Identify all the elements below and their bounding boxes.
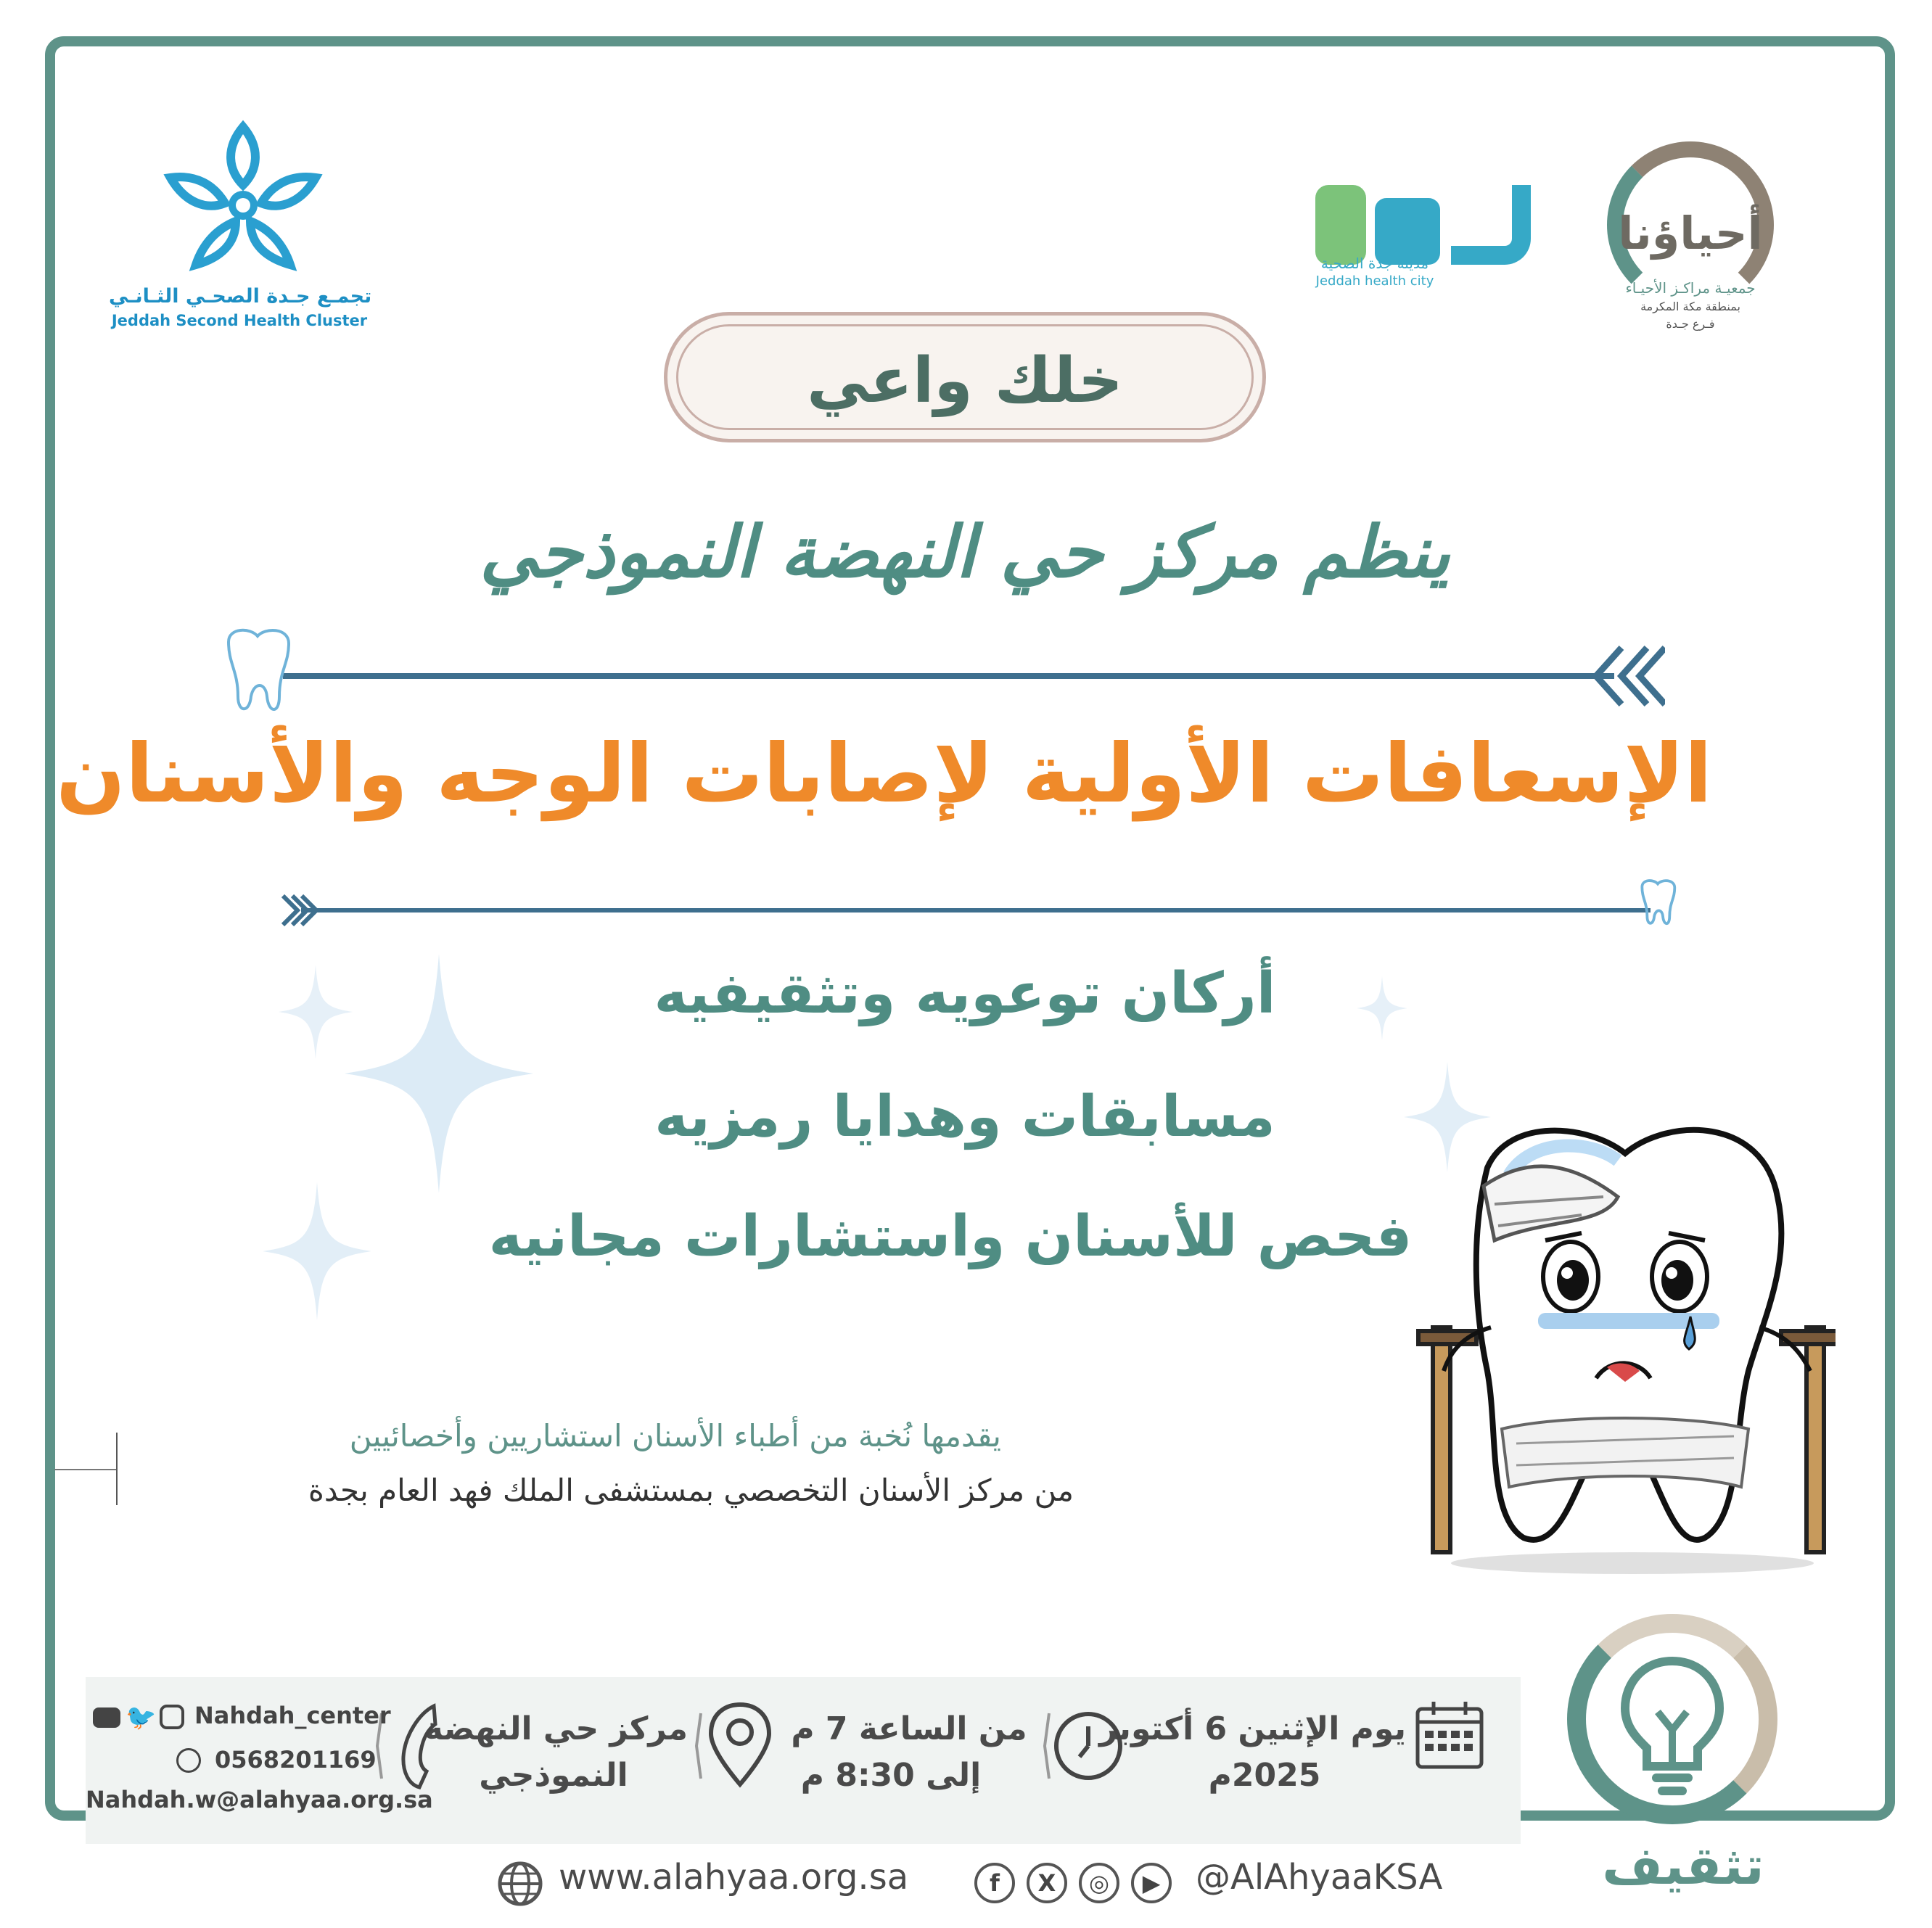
x-icon[interactable]: X — [1027, 1863, 1067, 1903]
tathqeef-label: تثقيف — [1602, 1835, 1764, 1896]
presenters-bracket-stub — [54, 1469, 116, 1470]
place-line-1: مركز حي النهضة — [424, 1710, 688, 1747]
phone-small-icon — [176, 1748, 201, 1773]
time-line-2: إلى 8:30 م — [800, 1757, 982, 1794]
youtube-icon[interactable] — [93, 1707, 120, 1728]
ahyaa-logo — [1589, 127, 1792, 337]
globe-icon — [497, 1861, 543, 1907]
ahyaa-line1: جمعيـة مراكـز الأحيـاء — [1625, 279, 1756, 297]
instagram-icon[interactable] — [160, 1705, 184, 1729]
cluster-name-en: Jeddah Second Health Cluster — [111, 312, 368, 329]
handle-text[interactable]: Nahdah_center — [194, 1702, 391, 1729]
twitter-bird-icon[interactable]: 🐦 — [126, 1703, 157, 1732]
city-green-tile — [1315, 185, 1366, 265]
youtube-footer-icon[interactable]: ▶ — [1131, 1863, 1172, 1903]
cluster-logo — [109, 120, 370, 337]
cluster-name-ar: تجمـع جـدة الصحـي الثـانـي — [109, 285, 372, 308]
ahyaa-line3: فـرع جـدة — [1666, 317, 1715, 331]
slogan-pill — [664, 312, 1266, 442]
cluster-star-icon — [156, 120, 330, 272]
email-address[interactable]: Nahdah.w@alahyaa.org.sa — [86, 1786, 433, 1813]
sparkle-small-icon — [276, 965, 355, 1059]
top-arrow-divider — [214, 627, 1665, 722]
footer-social-handle[interactable]: @AlAhyaaKSA — [1196, 1857, 1443, 1898]
calendar-icon — [1413, 1699, 1486, 1771]
clock-icon — [1043, 1699, 1123, 1793]
info-bar — [86, 1677, 1521, 1844]
city-name-ar: مدينة جدة الصحية — [1320, 255, 1429, 272]
jeddah-health-city-logo — [1310, 163, 1549, 294]
tathqeef-badge — [1553, 1585, 1814, 1904]
footer-website[interactable]: www.alahyaa.org.sa — [559, 1857, 909, 1898]
feature-item-1: أركان توعويه وتثقيفيه — [654, 961, 1276, 1026]
slogan-text: خلك واعي — [807, 345, 1123, 417]
feature-item-2: مسابقات وهدايا رمزيه — [654, 1084, 1275, 1150]
tooth-outline-icon — [218, 627, 297, 714]
event-title: الإسعافات الأولية لإصابات الوجه والأسنان — [56, 727, 1712, 821]
presenters-line-2: من مركز الأسنان التخصصي بمستشفى الملك فهد العام بجدة — [308, 1472, 1074, 1508]
instagram-footer-icon[interactable]: ◎ — [1079, 1863, 1119, 1903]
facebook-icon[interactable]: f — [974, 1863, 1015, 1903]
phone-number[interactable]: 0568201169 — [215, 1746, 377, 1773]
date-line-2: 2025م — [1208, 1757, 1321, 1794]
presenters-line-1: يقدمها نُخبة من أطباء الأسنان استشاريين وأخصائيين — [349, 1418, 1001, 1454]
city-name-en: Jeddah health city — [1315, 273, 1434, 289]
date-line-1: يوم الإثنين 6 أكتوبر — [1099, 1710, 1406, 1747]
presenters-bracket — [54, 1433, 120, 1505]
location-pin-icon — [695, 1699, 775, 1793]
time-line-1: من الساعة 7 م — [791, 1710, 1027, 1747]
small-tooth-icon — [1636, 879, 1680, 926]
ahyaa-line2: بمنطقة مكة المكرمة — [1640, 300, 1740, 313]
feature-item-3: فحص للأسنان واستشارات مجانيه — [488, 1204, 1413, 1269]
organizer-heading: ينظم مركز حي النهضة النموذجي — [480, 511, 1450, 594]
injured-tooth-illustration — [1400, 1110, 1836, 1574]
city-blue-hook — [1451, 185, 1531, 265]
bottom-arrow-divider — [279, 885, 1716, 936]
lightbulb-icon — [1614, 1654, 1730, 1799]
place-line-2: النموذجي — [479, 1757, 628, 1794]
ahyaa-name: أحياؤنا — [1618, 207, 1763, 260]
